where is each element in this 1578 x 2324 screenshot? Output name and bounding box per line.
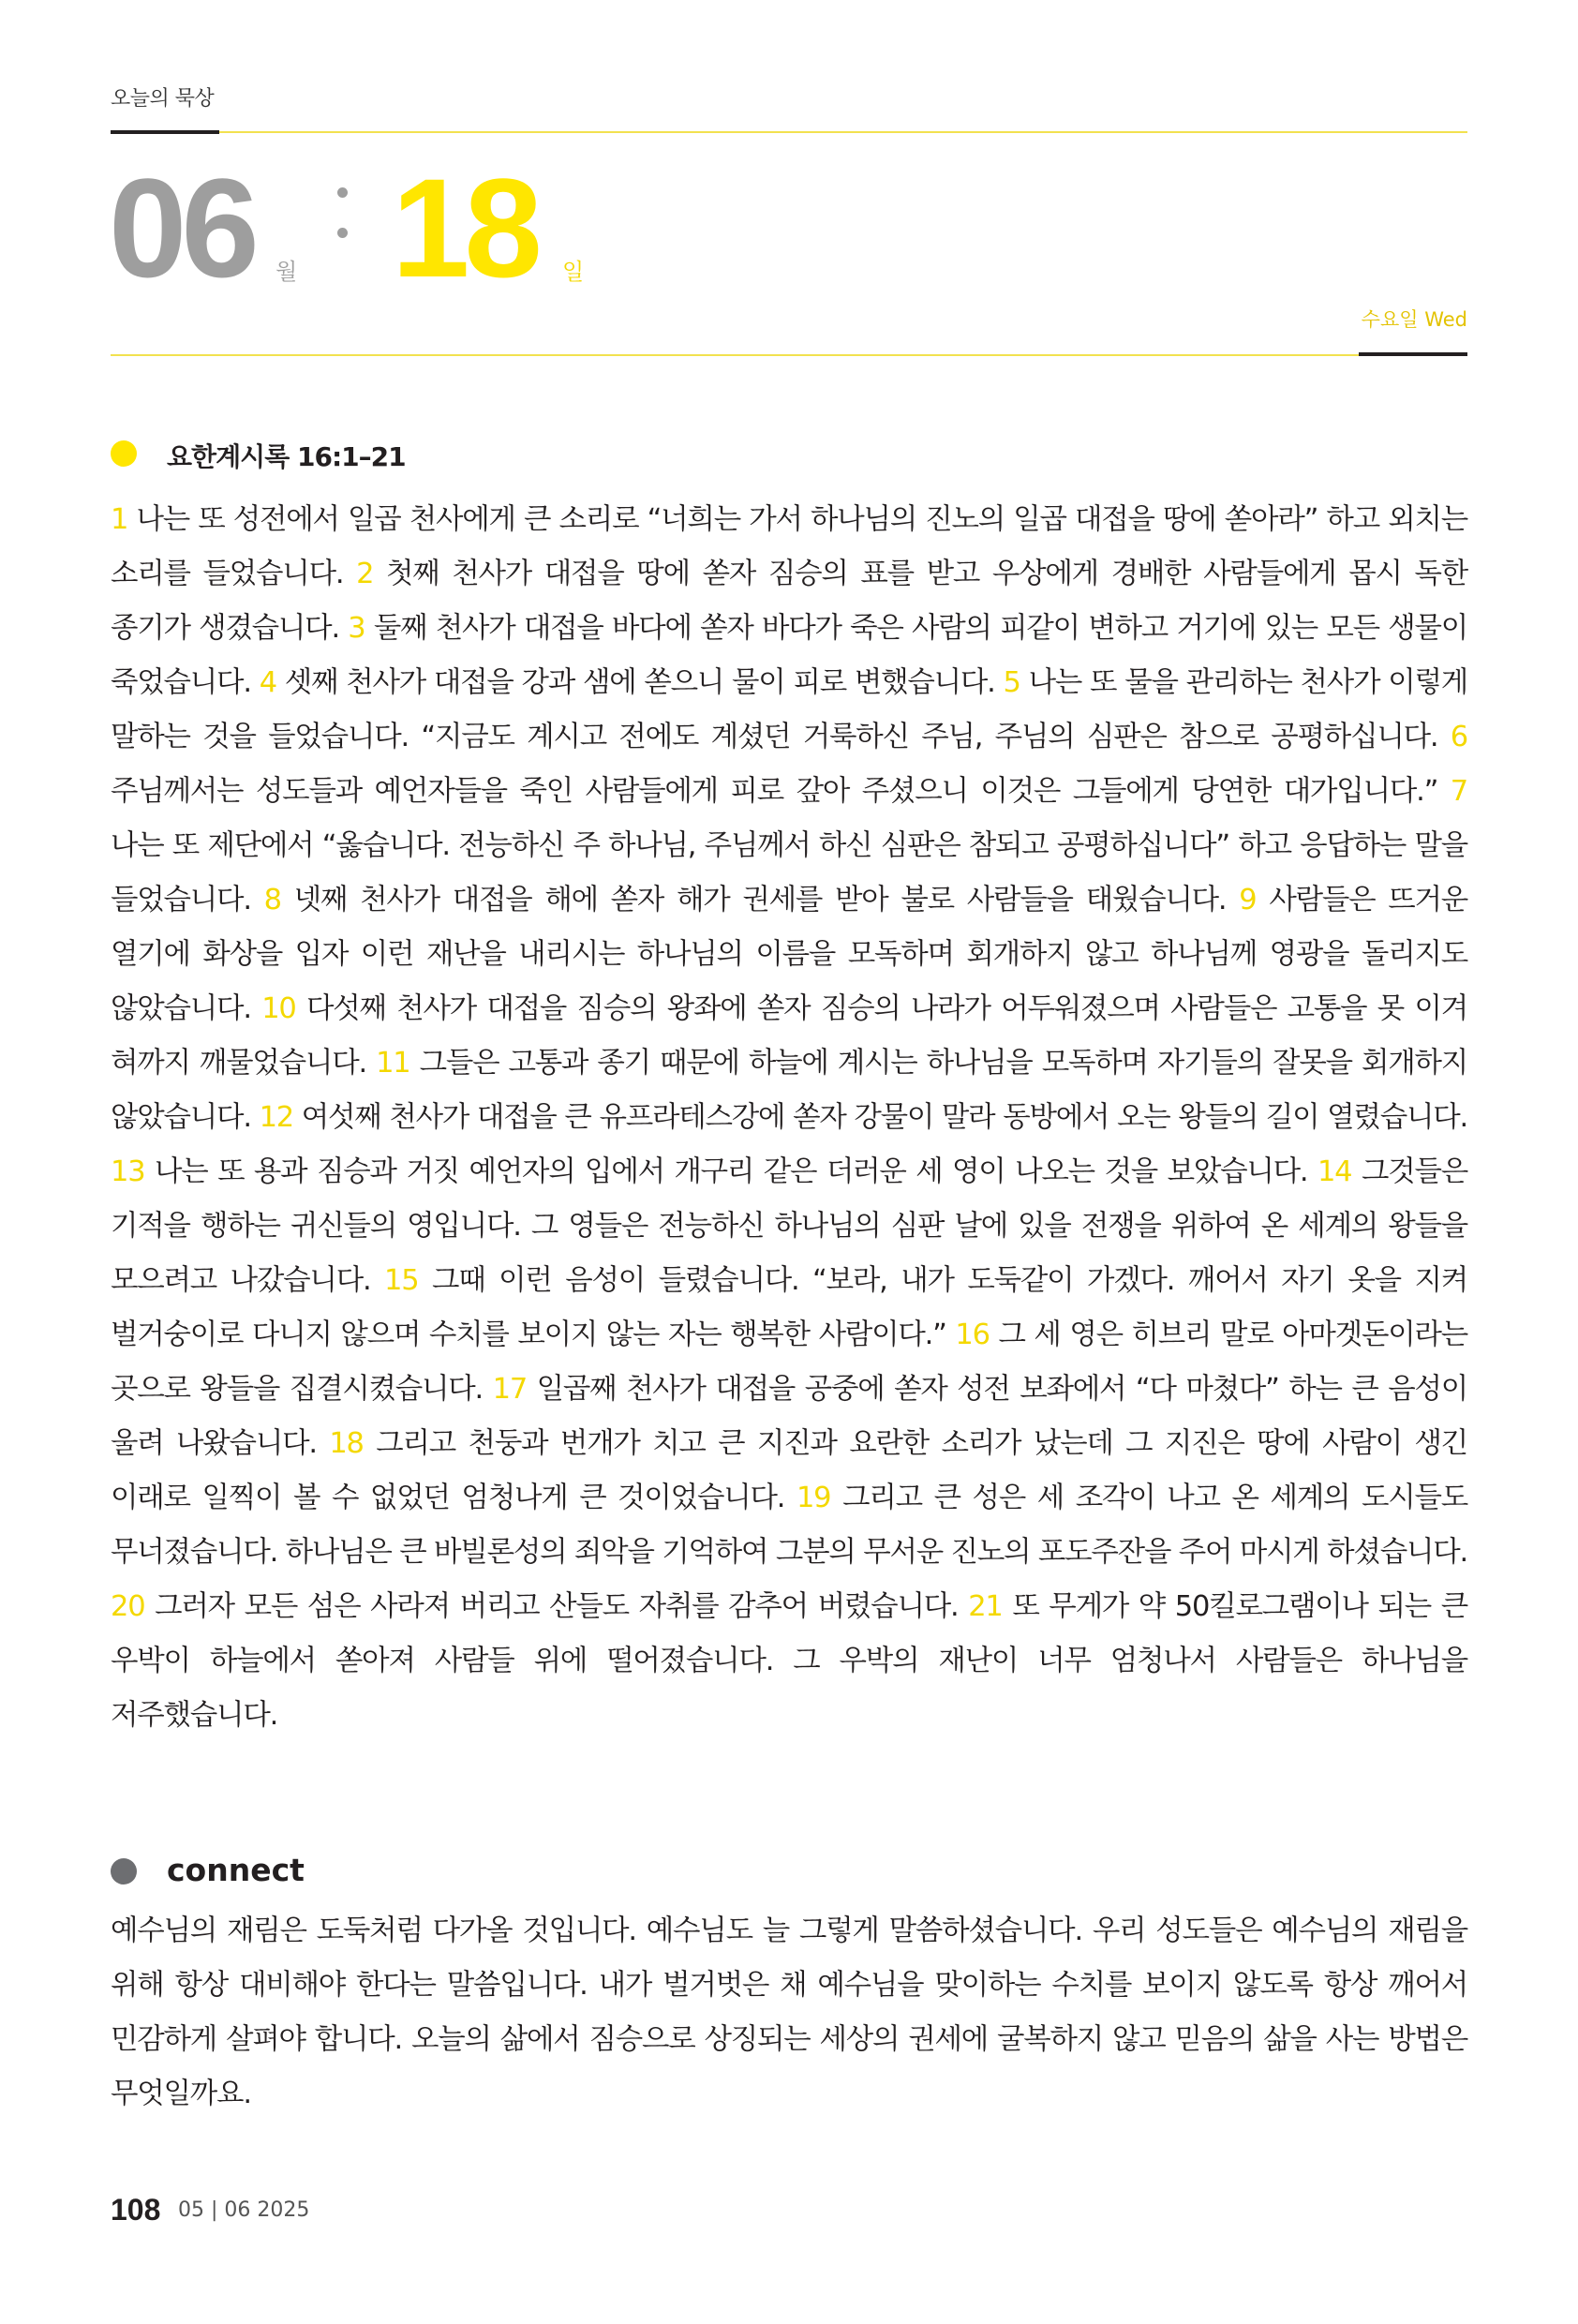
- verse-text: 일곱째 천사가 대접을 공중에 쏟자 성전 보좌에서 “다 마쳤다” 하는 큰 음성이 울려 나왔습니다.: [111, 1373, 1468, 1460]
- verse-number: 16: [955, 1318, 990, 1351]
- verse-number: 17: [492, 1373, 528, 1406]
- verse-text: 그리고 큰 성은 세 조각이 나고 온 세계의 도시들도 무너졌습니다. 하나님은 큰 바빌론성의 죄악을 기억하여 그분의 무서운 진노의 포도주잔을 주어 마시게 하셨습니다.: [111, 1482, 1468, 1569]
- month-unit: 월: [275, 259, 298, 285]
- verse-number: 21: [968, 1590, 1003, 1623]
- verse-text: 그들은 고통과 종기 때문에 하늘에 계시는 하나님을 모독하며 자기들의 잘못을 회개하지 않았습니다.: [111, 1047, 1467, 1134]
- verse-text: 또 무게가 약 50킬로그램이나 되는 큰 우박이 하늘에서 쏟아져 사람들 위에 떨어졌습니다. 그 우박의 재난이 너무 엄청나서 사람들은 하나님을 저주했습니다.: [111, 1590, 1468, 1732]
- verse-text: 둘째 천사가 대접을 바다에 쏟자 바다가 죽은 사람의 피같이 변하고 거기에 있는 모든 생물이 죽었습니다.: [111, 612, 1467, 699]
- verse-text: 주님께서는 성도들과 예언자들을 죽인 사람들에게 피로 갚아 주셨으니 이것은 그들에게 당연한 대가입니다.”: [111, 775, 1451, 808]
- verse-text: 첫째 천사가 대접을 땅에 쏟자 짐승의 표를 받고 우상에게 경배한 사람들에게 몹시 독한 종기가 생겼습니다.: [111, 558, 1467, 645]
- verse-number: 5: [1003, 666, 1020, 699]
- verse-number: 20: [111, 1590, 145, 1623]
- verse-text: 그리고 천둥과 번개가 치고 큰 지진과 요란한 소리가 났는데 그 지진은 땅에 사람이 생긴 이래로 일찍이 볼 수 없었던 엄청나게 큰 것이었습니다.: [111, 1427, 1467, 1514]
- verse-text: 사람들은 뜨거운 열기에 화상을 입자 이런 재난을 내리시는 하나님의 이름을 모독하며 회개하지 않고 하나님께 영광을 돌리지도 않았습니다.: [111, 884, 1467, 1025]
- verse-number: 9: [1239, 884, 1257, 916]
- verse-text: 그것들은 기적을 행하는 귀신들의 영입니다. 그 영들은 전능하신 하나님의 심판 날에 있을 전쟁을 위하여 온 세계의 왕들을 모으려고 나갔습니다.: [111, 1155, 1467, 1297]
- verse-number: 15: [384, 1264, 419, 1297]
- verse-text: 여섯째 천사가 대접을 큰 유프라테스강에 쏟자 강물이 말라 동방에서 오는 왕들의 길이 열렸습니다.: [293, 1101, 1467, 1134]
- page-number: 108: [111, 2193, 161, 2227]
- verse-text: 나는 또 물을 관리하는 천사가 이렇게 말하는 것을 들었습니다. “지금도 계시고 전에도 계셨던 거룩하신 주님, 주님의 심판은 참으로 공평하십니다.: [111, 666, 1467, 753]
- verse-number: 3: [348, 612, 365, 645]
- verse-text: 나는 또 성전에서 일곱 천사에게 큰 소리로 “너희는 가서 하나님의 진노의 일곱 대접을 땅에 쏟아라” 하고 외치는 소리를 들었습니다.: [111, 503, 1467, 590]
- verse-text: 그러자 모든 섬은 사라져 버리고 산들도 자취를 감추어 버렸습니다.: [144, 1590, 969, 1623]
- verse-number: 4: [259, 666, 276, 699]
- month-number: 06: [109, 149, 254, 306]
- verse-number: 18: [329, 1427, 364, 1460]
- verse-text: 그 세 영은 히브리 말로 아마겟돈이라는 곳으로 왕들을 집결시켰습니다.: [111, 1318, 1467, 1406]
- verse-text: 나는 또 제단에서 “옳습니다. 전능하신 주 하나님, 주님께서 하신 심판은 참되고 공평하십니다” 하고 응답하는 말을 들었습니다.: [111, 829, 1467, 916]
- verse-number: 2: [356, 558, 374, 590]
- issue-date: 05 | 06 2025: [178, 2198, 310, 2222]
- day-number: 18: [392, 149, 537, 306]
- verse-text: 그때 이런 음성이 들렸습니다. “보라, 내가 도둑같이 가겠다. 깨어서 자기 옷을 지켜 벌거숭이로 다니지 않으며 수치를 보이지 않는 자는 행복한 사람이다.”: [111, 1264, 1467, 1351]
- verse-number: 6: [1450, 721, 1467, 753]
- header-divider: [111, 131, 1467, 133]
- weekday-label: 수요일 Wed: [1361, 308, 1467, 331]
- verse-number: 1: [111, 503, 128, 536]
- verse-number: 14: [1317, 1155, 1352, 1188]
- verse-number: 8: [263, 884, 281, 916]
- verse-number: 10: [261, 992, 296, 1025]
- connect-bullet-icon: [111, 1858, 137, 1885]
- verse-number: 12: [259, 1101, 293, 1134]
- date-divider-accent: [1359, 352, 1467, 356]
- passage-reference: 요한계시록 16:1–21: [167, 441, 406, 472]
- header-divider-accent: [111, 130, 219, 134]
- day-unit: 일: [562, 259, 585, 285]
- verse-text: 셋째 천사가 대접을 강과 샘에 쏟으니 물이 피로 변했습니다.: [275, 666, 1004, 699]
- verse-number: 19: [796, 1482, 831, 1514]
- verse-text: 다섯째 천사가 대접을 짐승의 왕좌에 쏟자 짐승의 나라가 어두워졌으며 사람들은 고통을 못 이겨 혀까지 깨물었습니다.: [111, 992, 1467, 1080]
- verse-text: 넷째 천사가 대접을 해에 쏟자 해가 권세를 받아 불로 사람들을 태웠습니다.: [280, 884, 1240, 916]
- verse-number: 7: [1450, 775, 1467, 808]
- connect-heading: connect: [167, 1852, 305, 1888]
- connect-body: 예수님의 재림은 도둑처럼 다가올 것입니다. 예수님도 늘 그렇게 말씀하셨습니다. 우리 성도들은 예수님의 재림을 위해 항상 대비해야 한다는 말씀입니다. 내가 벌거벗은 채 예수님을 맞이하는 수치를 보이지 않도록 항상 깨어서 민감하게 살펴야 합니다. 오늘의 삶에서 짐승으로 상징되는 세상의 권세에 굴복하지 않고 믿음의 삶을 사는 방법은 무엇일까요.: [111, 1914, 1467, 2110]
- section-label: 오늘의 묵상: [111, 87, 215, 111]
- verse-number: 11: [376, 1047, 410, 1080]
- date-colon: [337, 187, 348, 268]
- verse-text: 나는 또 용과 짐승과 거짓 예언자의 입에서 개구리 같은 더러운 세 영이 나오는 것을 보았습니다.: [144, 1155, 1317, 1188]
- date-divider: [111, 354, 1467, 356]
- passage-bullet-icon: [111, 440, 137, 467]
- verse-number: 13: [111, 1155, 145, 1188]
- passage-body: [111, 493, 1467, 1743]
